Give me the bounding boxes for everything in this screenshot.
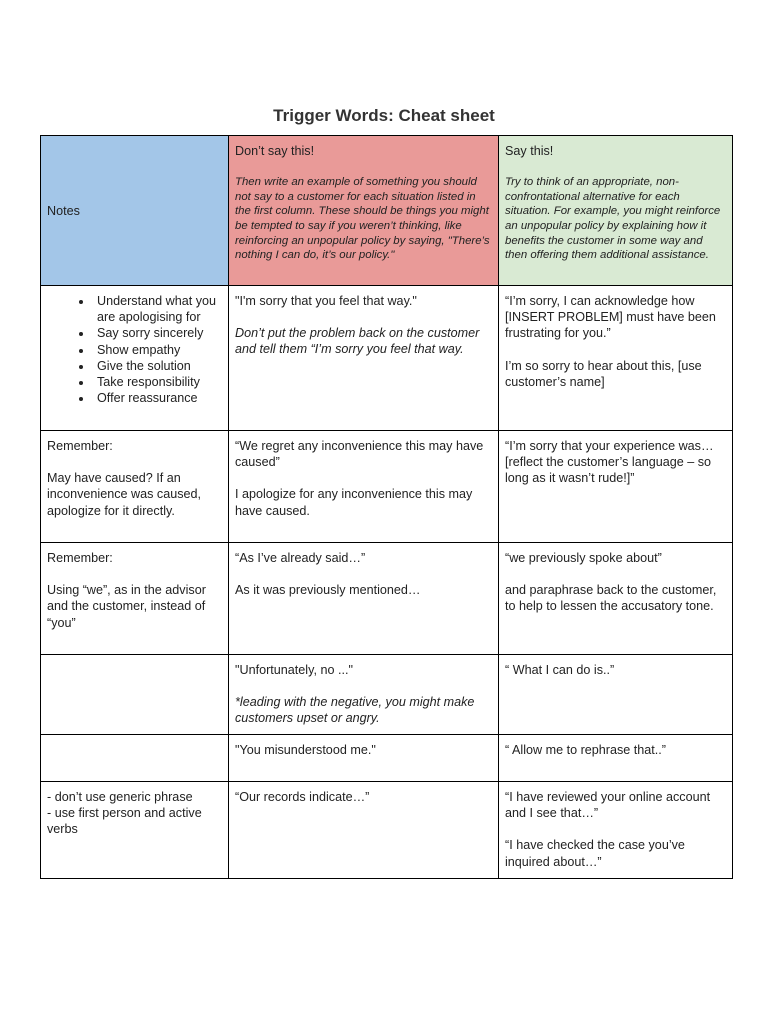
page-title: Trigger Words: Cheat sheet: [273, 106, 495, 125]
notes-cell: [41, 655, 229, 735]
say-this-header-description: Try to think of an appropriate, non-confrontational alternative for each situation. For example, you might reinforce an unpopular policy by explaining how it benefits the customer in some way and then offering them additional assistance.: [505, 176, 721, 262]
dont-say-cell: [229, 782, 499, 879]
notes-cell: [41, 543, 229, 655]
dont-say-cell: [229, 543, 499, 655]
say-this-cell: [499, 782, 733, 879]
notes-text: Using “we”, as in the advisor and the customer, instead of “you”: [47, 583, 206, 630]
table-header-row: [41, 136, 733, 286]
say-this-header-label: Say this!: [505, 144, 554, 158]
dont-say-cell: [229, 735, 499, 782]
notes-cell: [41, 431, 229, 543]
cheat-sheet-table: [40, 135, 733, 879]
list-item: • Say sorry sincerely: [93, 325, 222, 341]
say-this-phrase: “I’m sorry that your experience was…[reflect the customer’s language – so long as it wasn’t rude!]”: [505, 439, 714, 486]
say-this-phrase: “I’m sorry, I can acknowledge how [INSERT PROBLEM] must have been frustrating for you.”: [505, 294, 716, 341]
dont-say-phrase: "I'm sorry that you feel that way.": [235, 294, 417, 308]
dont-say-header-cell: [229, 136, 499, 286]
dont-say-header-label: Don’t say this!: [235, 144, 315, 158]
dont-say-note: Don’t put the problem back on the customer and tell them “I’m sorry you feel that way.: [235, 326, 480, 357]
table-row: [41, 655, 733, 735]
say-this-cell: [499, 655, 733, 735]
say-this-phrase: “I have checked the case you’ve inquired about…”: [505, 838, 685, 869]
list-item: • Understand what you are apologising for: [93, 293, 222, 325]
notes-header-cell: [41, 136, 229, 286]
say-this-phrase: and paraphrase back to the customer, to help to lessen the accusatory tone.: [505, 583, 717, 614]
say-this-phrase: “ Allow me to rephrase that..”: [505, 743, 666, 757]
list-item: • Show empathy: [93, 342, 222, 358]
notes-heading: Remember:: [47, 551, 113, 565]
say-this-phrase: “we previously spoke about”: [505, 551, 662, 565]
table-row: [41, 735, 733, 782]
list-item: • Take responsibility: [93, 374, 222, 390]
say-this-cell: [499, 286, 733, 431]
table-row: [41, 543, 733, 655]
dont-say-cell: [229, 286, 499, 431]
say-this-phrase: “I have reviewed your online account and I see that…”: [505, 790, 711, 821]
dont-say-header-description: Then write an example of something you should not say to a customer for each situation listed in the first column. These should be things you might be tempted to say if you weren’t thinking, like reinforcing an unpopular policy by saying, "There’s nothing I can do, it’s our policy.": [235, 176, 490, 262]
say-this-cell: [499, 431, 733, 543]
table-row: [41, 782, 733, 879]
notes-text: - don’t use generic phrase - use first person and active verbs: [47, 790, 202, 837]
list-item: • Give the solution: [93, 358, 222, 374]
dont-say-phrase: As it was previously mentioned…: [235, 583, 421, 598]
dont-say-phrase: "Unfortunately, no ...": [235, 663, 353, 677]
dont-say-phrase: “As I’ve already said…”: [235, 551, 366, 565]
say-this-header-cell: [499, 136, 733, 286]
notes-text: May have caused? If an inconvenience was caused, apologize for it directly.: [47, 471, 202, 518]
dont-say-phrase: “Our records indicate…”: [235, 790, 370, 804]
say-this-phrase: I’m so sorry to hear about this, [use customer’s name]: [505, 358, 702, 389]
notes-heading: Remember:: [47, 439, 113, 453]
dont-say-phrase: I apologize for any inconvenience this may have caused.: [235, 487, 473, 518]
dont-say-note: *leading with the negative, you might make customers upset or angry.: [235, 695, 475, 726]
dont-say-cell: [229, 655, 499, 735]
say-this-cell: [499, 735, 733, 782]
notes-header-label: Notes: [47, 203, 80, 218]
list-item: • Offer reassurance: [93, 390, 222, 406]
say-this-cell: [499, 543, 733, 655]
notes-cell: [41, 735, 229, 782]
say-this-phrase: “ What I can do is..”: [505, 663, 615, 677]
notes-cell: [41, 782, 229, 879]
dont-say-cell: [229, 431, 499, 543]
notes-bullet-list: [47, 293, 222, 406]
table-row: [41, 431, 733, 543]
table-row: [41, 286, 733, 431]
notes-cell: [41, 286, 229, 431]
dont-say-phrase: "You misunderstood me.": [235, 743, 376, 757]
dont-say-phrase: “We regret any inconvenience this may have caused”: [235, 439, 484, 470]
